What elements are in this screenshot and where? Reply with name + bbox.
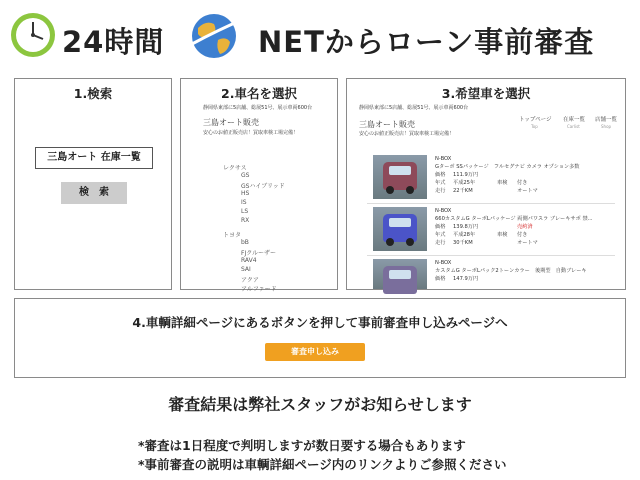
model-item[interactable]: FJクルーザー — [241, 250, 277, 257]
inspection-label: 車検 — [497, 232, 508, 238]
apply-button[interactable]: 審査申し込み — [265, 343, 365, 361]
model-item[interactable]: SAI — [241, 266, 251, 273]
model-item[interactable]: GS — [241, 172, 250, 179]
footer-note-2: *事前審査の説明は車輌詳細ページ内のリンクよりご参照ください — [138, 457, 507, 472]
inspection-label: 車検 — [497, 180, 508, 186]
panel-title-search: 1.検索 — [73, 86, 113, 101]
search-button[interactable]: 検 索 — [61, 182, 127, 204]
car-inspection: 付き — [517, 232, 528, 238]
car-year: 平成28年 — [453, 232, 476, 238]
select-car-panel — [346, 78, 626, 290]
panel-title-apply: 4.車輌詳細ページにあるボタンを押して事前審査申し込みページへ — [132, 315, 508, 330]
price-label: 価格 — [435, 276, 446, 282]
mileage-label: 走行 — [435, 188, 446, 194]
car-desc: Gターボ SSパッケージ フルセグナビ カメラ オプション多数 — [435, 164, 580, 170]
car-desc: カスタムG ターボLパック2トーンカラー 後期型 自動ブレーキ — [435, 268, 587, 274]
car-inspection: 付き — [517, 180, 528, 186]
car-info[interactable] — [435, 259, 615, 283]
search-panel — [14, 78, 172, 290]
car-mileage: 22千KM — [453, 188, 473, 194]
result-note: 審査結果は弊社スタッフがお知らせします — [168, 395, 472, 414]
shop-address: 静岡県東部に5店舗、総展51号、展示車両600台 — [203, 105, 313, 111]
car-price: 139.8万円 — [453, 224, 479, 230]
panel-title-car: 3.希望車を選択 — [441, 86, 531, 101]
apply-panel — [14, 298, 626, 378]
nav-shop-sub: Shop — [601, 124, 612, 129]
year-label: 年式 — [435, 232, 446, 238]
model-item[interactable]: RAV4 — [241, 257, 257, 264]
maker-item[interactable]: トヨタ — [223, 232, 242, 239]
car-photo[interactable] — [373, 207, 427, 251]
nav-top[interactable]: トップページ — [519, 117, 552, 123]
shop-tagline: 安心のお値正販売店！買取車検工場完備！ — [359, 131, 455, 137]
car-photo[interactable] — [373, 155, 427, 199]
car-info[interactable] — [435, 207, 615, 247]
car-info[interactable] — [435, 155, 615, 195]
shop-name[interactable]: 三島オート販売 — [359, 120, 415, 129]
car-transmission: オートマ — [517, 240, 538, 246]
shop-name[interactable]: 三島オート販売 — [203, 118, 259, 127]
model-item[interactable]: HS — [241, 190, 250, 197]
nav-shop[interactable]: 店舗一覧 — [595, 117, 618, 123]
search-field[interactable]: 三島オート 在庫一覧 — [35, 147, 153, 169]
car-photo[interactable] — [373, 259, 427, 289]
nav-carlist-sub: Carlist — [567, 124, 580, 129]
select-maker-panel — [180, 78, 338, 293]
car-price: 147.9万円 — [453, 276, 479, 282]
sold-badge: 売約済 — [517, 224, 533, 230]
panel-title-maker: 2.車名を選択 — [221, 86, 297, 101]
model-item[interactable]: アクア — [241, 277, 259, 284]
globe-icon — [188, 10, 250, 60]
header-title-hours: 24時間 — [62, 25, 165, 59]
footer-note-1: *審査は1日程度で判明しますが数日要する場合もあります — [138, 438, 466, 453]
model-item[interactable]: アルファード — [241, 286, 277, 293]
car-name: N-BOX — [435, 260, 452, 266]
mileage-label: 走行 — [435, 240, 446, 246]
model-item[interactable]: LS — [241, 208, 249, 215]
model-item[interactable]: RX — [241, 217, 250, 224]
shop-tagline: 安心のお値正販売店！買取車検工場完備！ — [203, 130, 299, 136]
list-divider — [367, 203, 615, 204]
car-name: N-BOX — [435, 156, 452, 162]
nav-top-sub: Top — [531, 124, 538, 129]
year-label: 年式 — [435, 180, 446, 186]
price-label: 価格 — [435, 224, 446, 230]
model-item[interactable]: GSハイブリッド — [241, 183, 285, 190]
price-label: 価格 — [435, 172, 446, 178]
list-divider — [367, 255, 615, 256]
model-item[interactable]: bB — [241, 239, 249, 246]
shop-address: 静岡県東部に5店舗、総展51号、展示車両600台 — [359, 105, 469, 111]
nav-carlist[interactable]: 在庫一覧 — [563, 117, 586, 123]
car-desc: 660カスタムG ターボLパッケージ 両側パワスラ ブレーキサポ 禁... — [435, 216, 593, 222]
maker-item[interactable]: レクサス — [223, 165, 247, 172]
car-price: 111.9万円 — [453, 172, 479, 178]
car-mileage: 30千KM — [453, 240, 473, 246]
car-transmission: オートマ — [517, 188, 538, 194]
car-year: 平成25年 — [453, 180, 476, 186]
clock-icon — [10, 12, 56, 58]
car-name: N-BOX — [435, 208, 452, 214]
model-item[interactable]: IS — [241, 199, 247, 206]
header-title-main: NETからローン事前審査 — [258, 25, 595, 59]
